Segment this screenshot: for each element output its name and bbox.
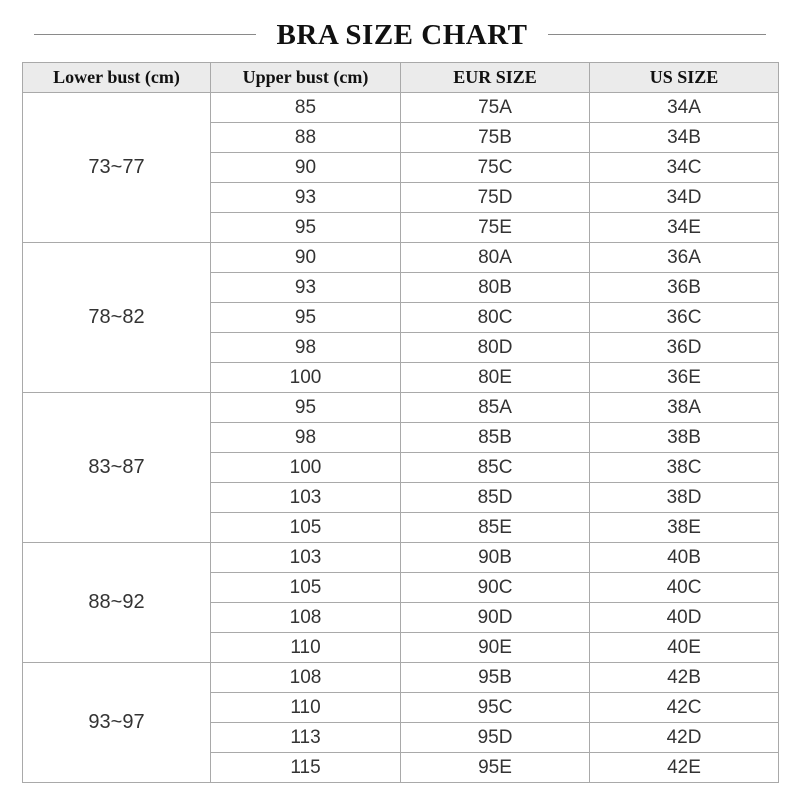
eur-size-cell: 80D	[401, 333, 590, 363]
us-size-cell: 40E	[590, 633, 779, 663]
us-size-cell: 36E	[590, 363, 779, 393]
us-size-cell: 34D	[590, 183, 779, 213]
us-size-cell: 40D	[590, 603, 779, 633]
eur-size-cell: 80B	[401, 273, 590, 303]
us-size-cell: 34E	[590, 213, 779, 243]
us-size-cell: 34C	[590, 153, 779, 183]
us-size-cell: 40B	[590, 543, 779, 573]
us-size-cell: 42D	[590, 723, 779, 753]
header-eur-size: EUR SIZE	[401, 63, 590, 93]
us-size-cell: 38E	[590, 513, 779, 543]
eur-size-cell: 75B	[401, 123, 590, 153]
eur-size-cell: 85C	[401, 453, 590, 483]
upper-bust-cell: 100	[211, 363, 401, 393]
upper-bust-cell: 103	[211, 543, 401, 573]
us-size-cell: 34B	[590, 123, 779, 153]
eur-size-cell: 90C	[401, 573, 590, 603]
page-title: BRA SIZE CHART	[276, 19, 528, 51]
upper-bust-cell: 98	[211, 423, 401, 453]
us-size-cell: 42B	[590, 663, 779, 693]
table-row	[23, 663, 779, 693]
upper-bust-cell: 88	[211, 123, 401, 153]
eur-size-cell: 95C	[401, 693, 590, 723]
us-size-cell: 42C	[590, 693, 779, 723]
upper-bust-cell: 95	[211, 393, 401, 423]
us-size-cell: 36A	[590, 243, 779, 273]
eur-size-cell: 85B	[401, 423, 590, 453]
us-size-cell: 36C	[590, 303, 779, 333]
table-body	[23, 93, 779, 783]
upper-bust-cell: 95	[211, 303, 401, 333]
eur-size-cell: 75C	[401, 153, 590, 183]
table-row	[23, 393, 779, 423]
upper-bust-cell: 90	[211, 153, 401, 183]
us-size-cell: 38D	[590, 483, 779, 513]
eur-size-cell: 85E	[401, 513, 590, 543]
upper-bust-cell: 108	[211, 663, 401, 693]
lower-bust-cell: 93~97	[23, 663, 211, 783]
eur-size-cell: 90E	[401, 633, 590, 663]
upper-bust-cell: 115	[211, 753, 401, 783]
title-area	[22, 12, 778, 58]
upper-bust-cell: 93	[211, 273, 401, 303]
table-row	[23, 543, 779, 573]
lower-bust-cell: 88~92	[23, 543, 211, 663]
lower-bust-cell: 78~82	[23, 243, 211, 393]
table-header-row	[23, 63, 779, 93]
eur-size-cell: 85D	[401, 483, 590, 513]
us-size-cell: 38A	[590, 393, 779, 423]
upper-bust-cell: 103	[211, 483, 401, 513]
eur-size-cell: 75A	[401, 93, 590, 123]
eur-size-cell: 95D	[401, 723, 590, 753]
eur-size-cell: 95B	[401, 663, 590, 693]
us-size-cell: 36B	[590, 273, 779, 303]
eur-size-cell: 85A	[401, 393, 590, 423]
header-us-size: US SIZE	[590, 63, 779, 93]
upper-bust-cell: 95	[211, 213, 401, 243]
eur-size-cell: 90B	[401, 543, 590, 573]
eur-size-cell: 95E	[401, 753, 590, 783]
upper-bust-cell: 105	[211, 513, 401, 543]
table-row	[23, 243, 779, 273]
eur-size-cell: 75D	[401, 183, 590, 213]
us-size-cell: 34A	[590, 93, 779, 123]
eur-size-cell: 75E	[401, 213, 590, 243]
us-size-cell: 42E	[590, 753, 779, 783]
upper-bust-cell: 110	[211, 633, 401, 663]
title-divider-right	[548, 34, 766, 35]
header-upper-bust: Upper bust (cm)	[211, 63, 401, 93]
us-size-cell: 38C	[590, 453, 779, 483]
eur-size-cell: 80E	[401, 363, 590, 393]
table-row	[23, 93, 779, 123]
lower-bust-cell: 83~87	[23, 393, 211, 543]
upper-bust-cell: 113	[211, 723, 401, 753]
upper-bust-cell: 100	[211, 453, 401, 483]
upper-bust-cell: 110	[211, 693, 401, 723]
upper-bust-cell: 98	[211, 333, 401, 363]
upper-bust-cell: 90	[211, 243, 401, 273]
upper-bust-cell: 93	[211, 183, 401, 213]
upper-bust-cell: 108	[211, 603, 401, 633]
header-lower-bust: Lower bust (cm)	[23, 63, 211, 93]
title-divider-left	[34, 34, 256, 35]
eur-size-cell: 90D	[401, 603, 590, 633]
eur-size-cell: 80A	[401, 243, 590, 273]
us-size-cell: 36D	[590, 333, 779, 363]
upper-bust-cell: 85	[211, 93, 401, 123]
upper-bust-cell: 105	[211, 573, 401, 603]
us-size-cell: 40C	[590, 573, 779, 603]
eur-size-cell: 80C	[401, 303, 590, 333]
us-size-cell: 38B	[590, 423, 779, 453]
lower-bust-cell: 73~77	[23, 93, 211, 243]
size-chart-table	[22, 62, 779, 783]
